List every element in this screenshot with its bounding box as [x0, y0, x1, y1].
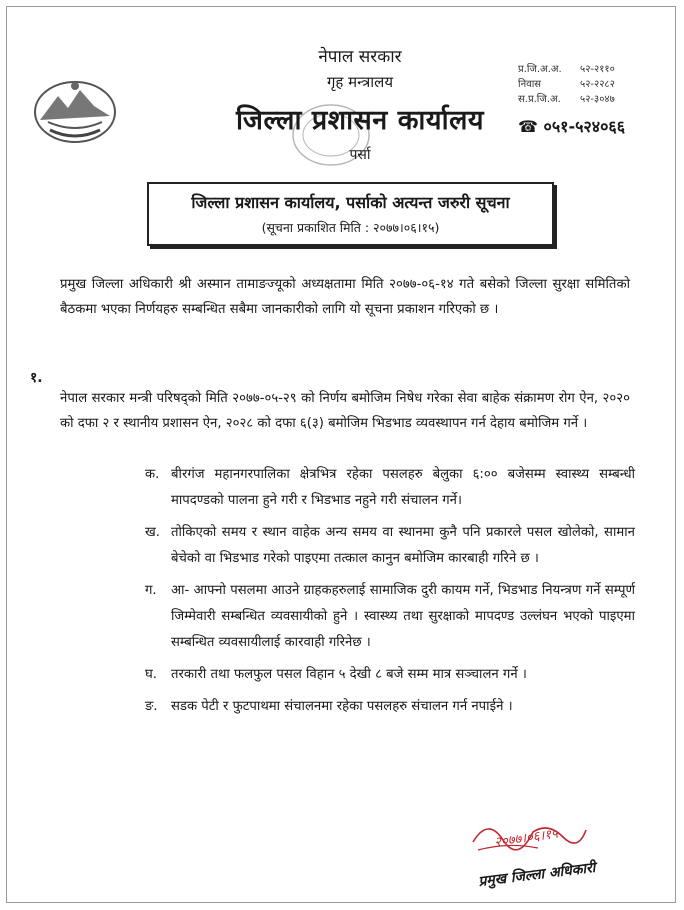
intro-paragraph: प्रमुख जिल्ला अधिकारी श्री अस्मान तामाङज्यूको अध्यक्षतामा मिति २०७७-०६-१४ गते बसेको जिल्ला सुरक्षा समितिको बैठकमा भएका निर्णयहरु सम्बन्धित सबैमा जानकारीको लागि यो सूचना प्रकाशन गरिएको छ । [60, 277, 630, 317]
fax-icon: ☎ [518, 117, 538, 136]
list-item [145, 578, 635, 656]
list-item [145, 694, 635, 720]
item-text: सडक पेटी र फुटपाथमा संचालनमा रहेका पसलहरु संचालन गर्न नपाईने । [171, 699, 513, 714]
contact-list [518, 62, 615, 107]
contact-row [518, 77, 615, 92]
contact-number: ५२-३०४७ [580, 94, 615, 105]
notice-box [147, 182, 554, 246]
notice-published-date: (सूचना प्रकाशित मिति : २०७७।०६।१५) [261, 220, 440, 235]
item-label: क. [145, 467, 160, 482]
list-item [145, 520, 635, 572]
office-title: जिल्ला प्रशासन कार्यालय [235, 105, 485, 136]
item-text: आ- आफ्नो पसलमा आउने ग्राहकहरुलाई सामाजिक दुरी कायम गर्ने, भिडभाड नियन्त्रण गर्ने सम्पूर्ण जिम्मेवारी सम्बन्धित व्यवसायीको हुने । स्वास्थ्य तथा सुरक्षाको मापदण्ड उल्लंघन भएको पाइएमा सम्बन्धित व्यवसायीलाई कारवाही गरिनेछ । [171, 583, 635, 650]
directive-list [145, 462, 635, 726]
list-item [145, 662, 635, 688]
contact-number: ५२-२११० [580, 64, 615, 75]
contact-label: निवास [518, 79, 542, 90]
contact-row [518, 62, 615, 77]
contact-row [518, 92, 615, 107]
main-phone-number: ०५१-५२४०६६ [543, 117, 626, 136]
section-number: १. [30, 370, 43, 386]
contact-number: ५२-२२८२ [580, 79, 615, 90]
ministry-name: गृह मन्त्रालय [326, 73, 394, 91]
notice-title: जिल्ला प्रशासन कार्यालय, पर्साको अत्यन्त जरुरी सूचना [191, 193, 510, 212]
government-name: नेपाल सरकार [318, 47, 402, 67]
item-label: घ. [145, 667, 157, 682]
district-name: पर्सा [349, 147, 371, 163]
item-text: तरकारी तथा फलफुल पसल विहान ५ देखी ८ बजे सम्म मात्र सञ्चालन गर्ने । [171, 667, 527, 682]
main-phone [518, 115, 625, 137]
contact-label: स.प्र.जि.अ. [518, 94, 561, 105]
item-text: बीरगंज महानगरपालिका क्षेत्रभित्र रहेका पसलहरु बेलुका ६:०० बजेसम्म स्वास्थ्य सम्बन्धी मापदण्डको पालना हुने गरी र भिडभाड नहुने गरी संचालन गर्ने। [171, 467, 635, 508]
item-label: ग. [145, 583, 157, 598]
contact-label: प्र.जि.अ.अ. [518, 64, 562, 75]
signature-date: २०७७।०६।१५ [493, 826, 559, 851]
nepal-government-emblem [30, 76, 120, 146]
item-label: ख. [145, 525, 160, 540]
item-label: ङ. [145, 699, 158, 714]
item-text: तोकिएको समय र स्थान वाहेक अन्य समय वा स्थानमा कुनै पनि प्रकारले पसल खोलेको, सामान बेचेको वा भिडभाड गरेको पाइएमा तत्काल कानुन बमोजिम कारबाही गरिने छ । [171, 525, 635, 566]
list-item [145, 462, 635, 514]
decision-paragraph: नेपाल सरकार मन्त्री परिषद्को मिति २०७७-०५-२९ को निर्णय बमोजिम निषेध गरेका सेवा बाहेक संक्रामण रोग ऐन, २०२० को दफा २ र स्थानीय प्रशासन ऐन, २०२८ को दफा ६(३) बमोजिम भिडभाड व्यवस्थापन गर्न देहाय बमोजिम गर्ने । [60, 391, 630, 431]
signatory-title: प्रमुख जिल्ला अधिकारी [477, 859, 597, 891]
